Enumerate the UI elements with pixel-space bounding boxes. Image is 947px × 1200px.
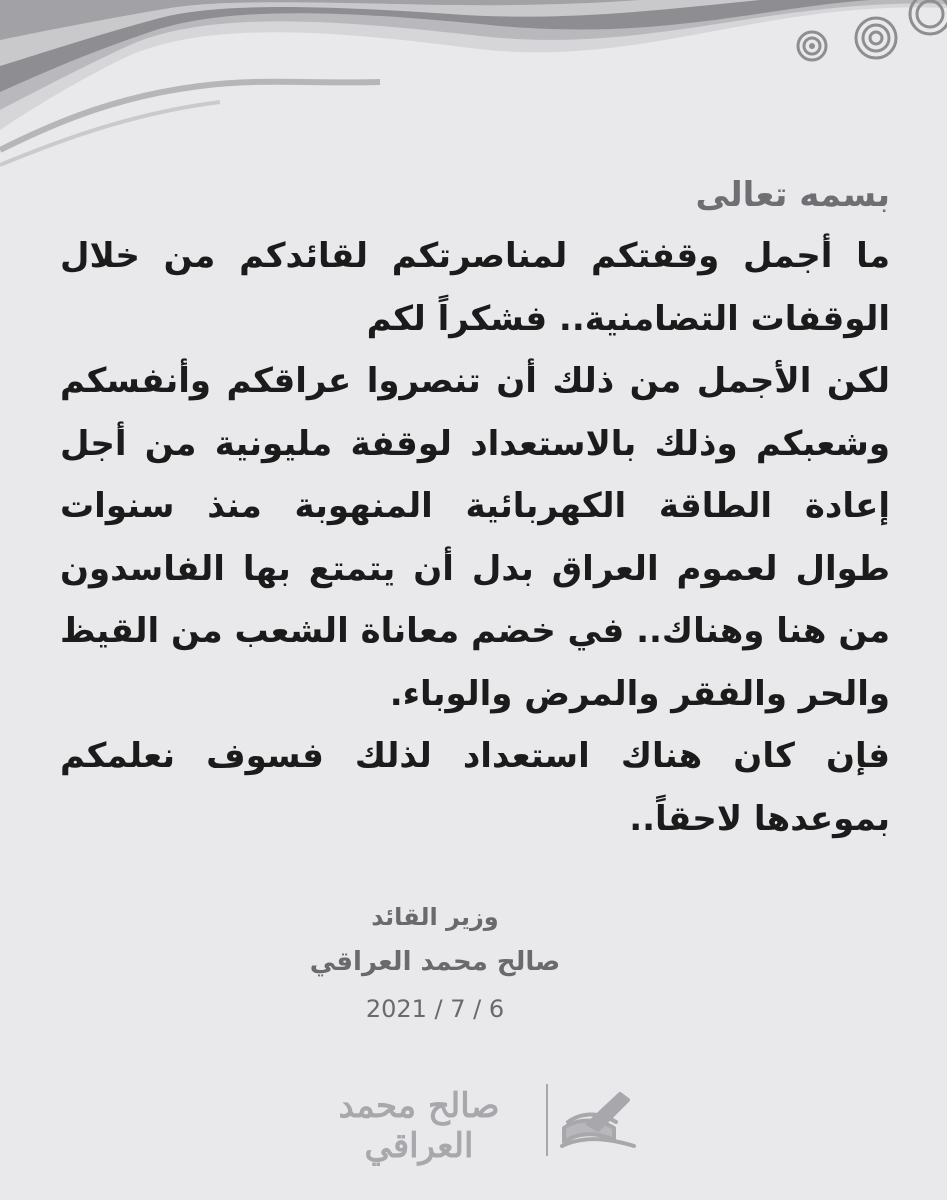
letter-line: الوقفات التضامنية.. فشكراً لكم xyxy=(366,298,890,339)
letter-line: من هنا وهناك.. في خضم معاناة الشعب من القيظ xyxy=(60,611,890,651)
signature-block xyxy=(300,895,570,1033)
signature-date: 2021 / 7 / 6 xyxy=(365,995,505,1023)
letter-line: إعادة الطاقة الكهربائية المنهوبة منذ سنوات xyxy=(60,486,890,526)
letter-line: وشعبكم وذلك بالاستعداد لوقفة مليونية من أجل xyxy=(60,423,890,464)
letter-body xyxy=(60,225,890,850)
letter-line: بموعدها لاحقاً.. xyxy=(629,798,890,839)
logo-divider xyxy=(546,1084,548,1156)
signature-name: صالح محمد العراقي xyxy=(309,947,561,977)
concentric-circles-decoration xyxy=(0,0,947,90)
logo-calligraphy: صالح محمد العراقي xyxy=(338,1086,500,1166)
letter-line: طوال لعموم العراق بدل أن يتمتع بها الفاسدون xyxy=(60,548,890,589)
letter-line: ما أجمل وقفتكم لمناصرتكم لقائدكم من خلال xyxy=(60,236,890,276)
signature-title: وزير القائد xyxy=(371,903,499,931)
letter-heading: بسمه تعالى xyxy=(695,175,890,215)
letter-content xyxy=(60,165,890,850)
letter-line: والحر والفقر والمرض والوباء. xyxy=(389,673,890,714)
quill-book-icon xyxy=(558,1088,638,1152)
letter-line: فإن كان هناك استعداد لذلك فسوف نعلمكم xyxy=(60,736,890,776)
logo xyxy=(300,1070,670,1170)
letter-line: لكن الأجمل من ذلك أن تنصروا عراقكم وأنفسكم xyxy=(60,361,890,401)
